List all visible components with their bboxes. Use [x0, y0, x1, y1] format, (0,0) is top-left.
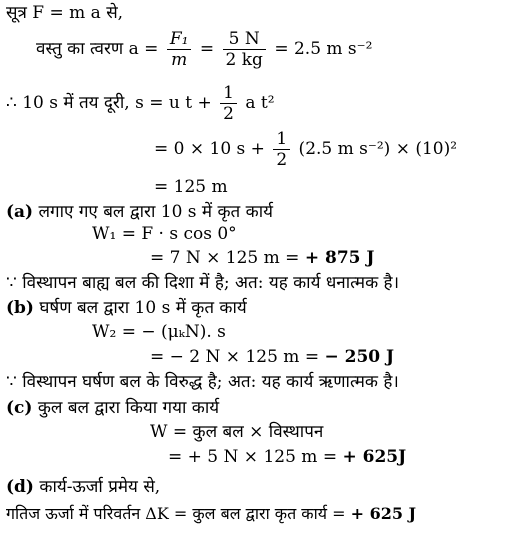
part-a-heading: [6, 201, 273, 223]
fraction-denominator: 2 kg: [225, 50, 263, 70]
fraction-denominator: 2: [276, 150, 288, 170]
work-total-result: [168, 446, 406, 468]
value-fraction: [223, 29, 266, 70]
part-a-text: लगाए गए बल द्वारा 10 s में कृत कार्य: [33, 202, 273, 222]
force-over-mass-fraction: [167, 29, 192, 70]
work-total-formula: W = कुल बल × विस्थापन: [150, 422, 324, 442]
part-d-heading: [6, 476, 160, 498]
part-d-text: कार्य-ऊर्जा प्रमेय से,: [33, 477, 161, 497]
part-b-heading: [6, 297, 247, 319]
w1-value: + 875 J: [304, 248, 375, 268]
kinetic-energy-change-text: गतिज ऊर्जा में परिवर्तन ΔK = कुल बल द्वारा कृत कार्य =: [6, 504, 351, 523]
distance-suffix: a t²: [239, 93, 275, 113]
part-c-heading: [6, 397, 219, 419]
part-b-reason: ∵ विस्थापन घर्षण बल के विरुद्ध है; अत: यह कार्य ऋणात्मक है।: [6, 372, 399, 392]
fraction-denominator: m: [171, 50, 188, 70]
total-calculation: = + 5 N × 125 m =: [168, 447, 343, 467]
part-b-text: घर्षण बल द्वारा 10 s में कृत कार्य: [33, 298, 247, 318]
part-b-label: (b): [6, 298, 34, 318]
fraction-numerator: 1: [220, 83, 237, 104]
kinetic-energy-change-value: + 625 J: [350, 504, 417, 523]
fraction-denominator: 2: [223, 104, 234, 124]
part-c-label: (c): [6, 398, 33, 418]
half-fraction: [220, 83, 237, 124]
acceleration-line: [36, 26, 372, 72]
formula-intro: सूत्र F = m a से,: [6, 3, 124, 23]
work-energy-theorem-line: [6, 503, 416, 525]
substitution-prefix: = 0 × 10 s +: [154, 139, 271, 159]
fraction-numerator: 1: [273, 129, 290, 150]
equals-sign: =: [194, 39, 220, 59]
fraction-numerator: F₁: [167, 29, 192, 50]
acceleration-prefix: वस्तु का त्वरण a =: [36, 39, 164, 59]
distance-result: = 125 m: [154, 177, 228, 197]
work-w1-formula: W₁ = F · s cos 0°: [92, 224, 237, 244]
part-d-label: (d): [6, 477, 34, 497]
part-c-text: कुल बल द्वारा किया गया कार्य: [32, 398, 220, 418]
work-w2-formula: W₂ = − (μₖN). s: [92, 322, 226, 342]
distance-line: [6, 80, 275, 126]
fraction-numerator: 5 N: [223, 29, 266, 50]
part-a-label: (a): [6, 202, 34, 222]
substitution-suffix: (2.5 m s⁻²) × (10)²: [293, 139, 458, 159]
work-w2-result: [150, 346, 394, 368]
work-w1-result: [150, 247, 374, 269]
w2-value: − 250 J: [324, 347, 395, 367]
acceleration-result: = 2.5 m s⁻²: [268, 39, 373, 59]
distance-prefix: ∴ 10 s में तय दूरी, s = u t +: [6, 93, 218, 113]
half-fraction: [273, 129, 290, 170]
distance-substitution-line: [154, 126, 457, 172]
part-a-reason: ∵ विस्थापन बाह्य बल की दिशा में है; अत: यह कार्य धनात्मक है।: [6, 273, 400, 293]
total-value: + 625J: [342, 447, 407, 467]
w1-calculation: = 7 N × 125 m =: [150, 248, 305, 268]
w2-calculation: = − 2 N × 125 m =: [150, 347, 325, 367]
